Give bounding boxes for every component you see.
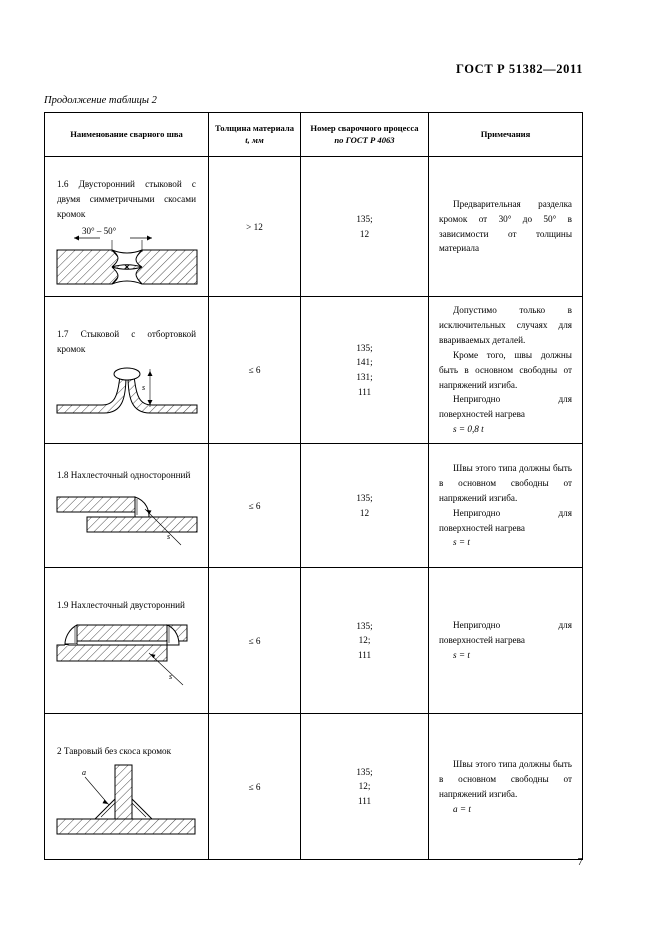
page-number: 7 [577, 856, 583, 868]
note-text: Допустимо только в исключительных случаях для ввариваемых деталей. [439, 305, 572, 345]
seam-name-text: 1.9 Нахлесточный двусторонний [57, 600, 185, 611]
note-text: Кроме того, швы должны быть в основном свободны от напряжений изгиба. [439, 349, 572, 390]
note-text: Непригодно для поверхностей нагрева [439, 620, 572, 646]
table-row [45, 157, 583, 297]
cell-notes [429, 157, 583, 297]
cell-thickness: ≤ 6 [209, 444, 301, 568]
cell-thickness: > 12 [209, 157, 301, 297]
table-row [45, 444, 583, 568]
table-row [45, 568, 583, 714]
svg-text:a: a [82, 768, 86, 778]
svg-text:s: s [141, 382, 145, 392]
cell-process: 135; 12 [301, 157, 429, 297]
cell-notes [429, 444, 583, 568]
column-header-thickness [209, 113, 301, 157]
welding-seam-table [44, 112, 583, 860]
cell-seam-name [45, 444, 209, 568]
note-formula: a = t [453, 803, 471, 814]
cell-thickness: ≤ 6 [209, 568, 301, 714]
cell-notes [429, 297, 583, 444]
column-header-thickness-line1: Толщина материала [214, 122, 295, 133]
note-formula: s = t [453, 537, 470, 548]
svg-text:s: s [167, 532, 171, 542]
note-text: Непригодно для поверхностей нагрева [439, 507, 572, 533]
svg-text:30° – 50°: 30° – 50° [81, 225, 116, 236]
note-text: Швы этого типа должны быть в основном свободны от напряжений изгиба. [439, 758, 572, 799]
note-formula: s = 0,8 t [453, 424, 484, 435]
cell-process: 135; 141; 131; 111 [301, 297, 429, 444]
seam-name-text: 1.6 Двусторонний стыковой с двумя симметричными скосами кромок [57, 179, 196, 219]
table-row [45, 297, 583, 444]
column-header-seam-name: Наименование сварного шва [45, 113, 209, 157]
table-continuation-caption: Продолжение таблицы 2 [44, 95, 157, 106]
column-header-process-line2: по ГОСТ Р 4063 [334, 134, 395, 145]
note-text: Предварительная разделка кромок от 30° до 50° в зависимости от толщины материала [439, 198, 572, 254]
cell-thickness: ≤ 6 [209, 714, 301, 860]
seam-name-text: 2 Тавровый без скоса кромок [57, 746, 172, 757]
cell-notes [429, 714, 583, 860]
table-row [45, 714, 583, 860]
cell-notes [429, 568, 583, 714]
table-header-row [45, 113, 583, 157]
note-text: Непригодно для поверхностей нагрева [439, 394, 572, 420]
seam-diagram-single-lap [49, 483, 204, 555]
svg-text:s: s [169, 672, 173, 682]
cell-seam-name [45, 297, 209, 444]
cell-seam-name [45, 157, 209, 297]
cell-process: 135; 12; 111 [301, 714, 429, 860]
column-header-notes: Примечания [429, 113, 583, 157]
seam-name-text: 1.8 Нахлесточный односторонний [57, 470, 191, 481]
cell-process: 135; 12; 111 [301, 568, 429, 714]
column-header-process [301, 113, 429, 157]
page-header-standard: ГОСТ Р 51382—2011 [455, 62, 583, 76]
seam-diagram-flanged-butt [52, 357, 202, 425]
note-formula: s = t [453, 650, 470, 661]
cell-thickness: ≤ 6 [209, 297, 301, 444]
seam-diagram-tee-no-bevel [49, 759, 204, 841]
column-header-process-line1: Номер сварочного процесса [310, 122, 419, 133]
note-text: Швы этого типа должны быть в основном свободны от напряжений изгиба. [439, 462, 572, 503]
column-header-thickness-line2: t, мм [245, 134, 264, 145]
seam-name-text: 1.7 Стыковой с отбортовкой кромок [57, 329, 196, 355]
seam-diagram-double-v-butt [52, 222, 202, 288]
cell-process: 135; 12 [301, 444, 429, 568]
seam-diagram-double-lap [49, 613, 204, 695]
cell-seam-name [45, 714, 209, 860]
cell-seam-name [45, 568, 209, 714]
